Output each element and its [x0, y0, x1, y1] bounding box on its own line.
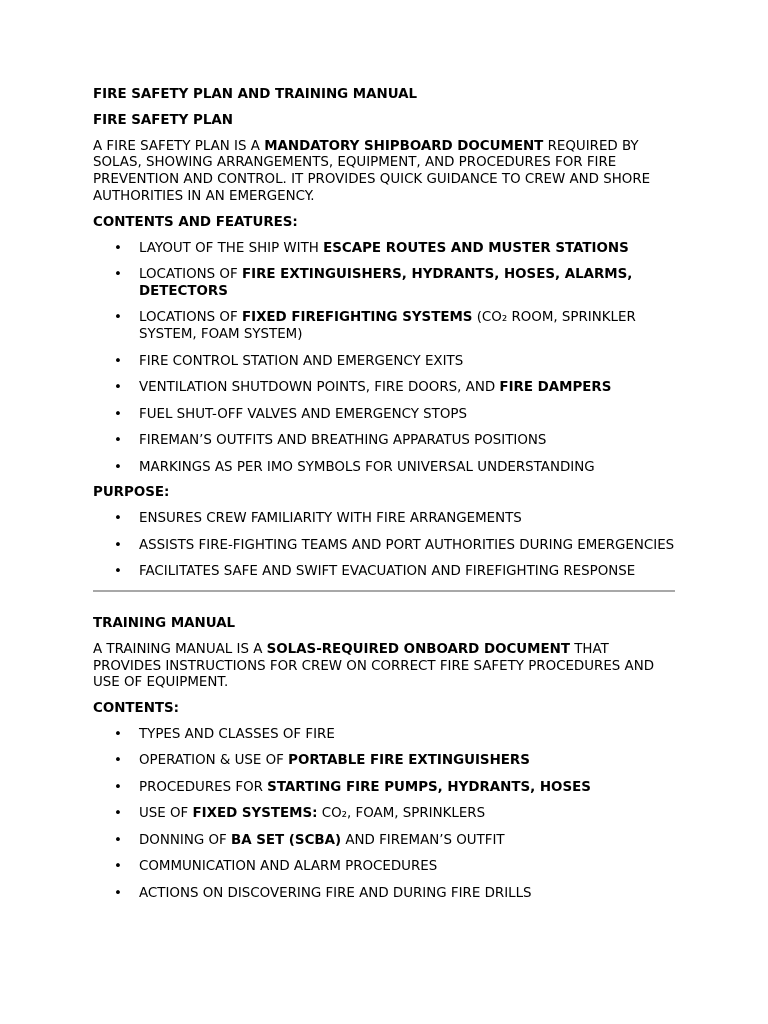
list-item: [93, 780, 678, 797]
bullet-icon: •: [114, 459, 122, 475]
training-manual-intro: [93, 642, 678, 692]
list-item-text: VENTILATION SHUTDOWN POINTS, FIRE DOORS, AND: [139, 380, 500, 396]
list-item-text: DONNING OF: [139, 832, 231, 848]
list-item: [93, 727, 678, 744]
list-item: [93, 538, 678, 555]
list-item-text: MARKINGS AS PER IMO SYMBOLS FOR UNIVERSAL UNDERSTANDING: [139, 459, 595, 475]
list-item-text: CO₂, FOAM, SPRINKLERS: [317, 806, 486, 822]
list-item: [93, 460, 678, 477]
intro-emphasis: SOLAS-REQUIRED ONBOARD DOCUMENT: [266, 641, 570, 657]
bullet-icon: •: [114, 806, 122, 822]
list-item-text: FIRE CONTROL STATION AND EMERGENCY EXITS: [139, 353, 464, 369]
bullet-icon: •: [114, 779, 122, 795]
list-item: [93, 753, 678, 770]
bullet-icon: •: [114, 380, 122, 396]
list-item-text: USE OF: [139, 806, 193, 822]
list-item: [93, 833, 678, 850]
bullet-icon: •: [114, 564, 122, 580]
bullet-icon: •: [114, 537, 122, 553]
purpose-list: [93, 511, 678, 581]
contents-features-heading: CONTENTS AND FEATURES:: [93, 214, 298, 230]
list-item-text: OPERATION & USE OF: [139, 753, 289, 769]
document-title: FIRE SAFETY PLAN AND TRAINING MANUAL: [93, 87, 418, 102]
bullet-icon: •: [114, 240, 122, 256]
list-item: [93, 859, 678, 876]
bullet-icon: •: [114, 832, 122, 848]
list-item-text: ASSISTS FIRE-FIGHTING TEAMS AND PORT AUTHORITIES DURING EMERGENCIES: [139, 537, 675, 553]
list-item-text: LOCATIONS OF: [139, 310, 242, 326]
list-item-emphasis: BA SET (SCBA): [230, 832, 342, 848]
bullet-icon: •: [114, 433, 122, 449]
intro-text: A TRAINING MANUAL IS A: [93, 641, 267, 657]
training-manual-heading: TRAINING MANUAL: [93, 615, 236, 631]
fire-safety-plan-intro: [93, 139, 678, 206]
list-item-text: PROCEDURES FOR: [139, 779, 268, 795]
list-item: [93, 886, 678, 903]
bullet-icon: •: [114, 726, 122, 742]
list-item: [93, 564, 678, 581]
list-item-text: FACILITATES SAFE AND SWIFT EVACUATION AND FIREFIGHTING RESPONSE: [139, 564, 636, 580]
list-item-emphasis: FIXED SYSTEMS:: [192, 806, 318, 822]
intro-text: A FIRE SAFETY PLAN IS A: [93, 138, 265, 154]
bullet-icon: •: [114, 753, 122, 769]
bullet-icon: •: [114, 859, 122, 875]
list-item-emphasis: PORTABLE FIRE EXTINGUISHERS: [288, 753, 530, 769]
list-item: [93, 354, 678, 371]
list-item-emphasis: FIRE DAMPERS: [499, 380, 612, 396]
list-item: [93, 241, 678, 258]
list-item-emphasis: FIRE EXTINGUISHERS, HYDRANTS, HOSES, ALARMS, DETECTORS: [139, 267, 633, 299]
list-item-emphasis: FIXED FIREFIGHTING SYSTEMS: [241, 310, 473, 326]
list-item-text: FIREMAN’S OUTFITS AND BREATHING APPARATUS POSITIONS: [139, 433, 547, 449]
list-item-text: AND FIREMAN’S OUTFIT: [341, 832, 505, 848]
intro-emphasis: MANDATORY SHIPBOARD DOCUMENT: [264, 138, 544, 154]
list-item-text: COMMUNICATION AND ALARM PROCEDURES: [139, 859, 438, 875]
training-contents-list: [93, 727, 678, 903]
list-item-text: (CO₂ ROOM, SPRINKLER SYSTEM, FOAM SYSTEM): [139, 310, 636, 343]
list-item-text: LAYOUT OF THE SHIP WITH: [139, 240, 324, 256]
bullet-icon: •: [114, 406, 122, 422]
list-item-emphasis: STARTING FIRE PUMPS, HYDRANTS, HOSES: [267, 779, 591, 795]
list-item: [93, 806, 678, 823]
intro-text: THAT PROVIDES INSTRUCTIONS FOR CREW ON CORRECT FIRE SAFETY PROCEDURES AND USE OF EQUIPMENT.: [93, 641, 655, 691]
bullet-icon: •: [114, 511, 122, 527]
purpose-heading: PURPOSE:: [93, 485, 170, 501]
list-item: [93, 511, 678, 528]
list-item: [93, 433, 678, 450]
list-item-text: TYPES AND CLASSES OF FIRE: [139, 726, 335, 742]
bullet-icon: •: [114, 885, 122, 901]
list-item: [93, 380, 678, 397]
bullet-icon: •: [114, 267, 122, 283]
training-contents-heading: CONTENTS:: [93, 701, 180, 717]
bullet-icon: •: [114, 353, 122, 369]
list-item-text: ACTIONS ON DISCOVERING FIRE AND DURING FIRE DRILLS: [139, 885, 532, 901]
section-divider: [93, 590, 675, 592]
bullet-icon: •: [114, 310, 122, 326]
list-item: [93, 407, 678, 424]
fire-safety-plan-heading: FIRE SAFETY PLAN: [93, 112, 233, 128]
list-item-emphasis: ESCAPE ROUTES AND MUSTER STATIONS: [323, 240, 629, 256]
list-item: [93, 310, 678, 344]
intro-text: REQUIRED BY SOLAS, SHOWING ARRANGEMENTS, EQUIPMENT, AND PROCEDURES FOR FIRE PREVENTION AND CONTROL. IT PROVIDES QUICK GUIDANCE TO CREW AND SHORE AUTHORITIES IN AN EMERGENCY.: [93, 138, 651, 204]
contents-features-list: [93, 241, 678, 477]
list-item-text: FUEL SHUT-OFF VALVES AND EMERGENCY STOPS: [139, 406, 467, 422]
list-item-text: ENSURES CREW FAMILIARITY WITH FIRE ARRANGEMENTS: [139, 511, 522, 527]
list-item: [93, 267, 678, 301]
list-item-text: LOCATIONS OF: [139, 267, 242, 283]
